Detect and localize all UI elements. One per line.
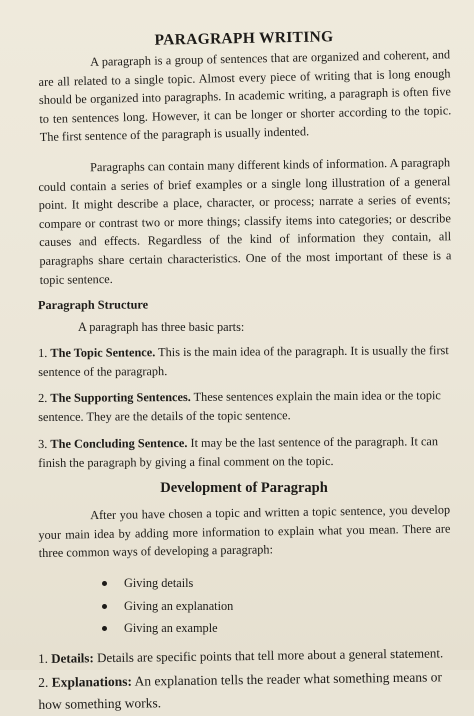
list-item bbox=[102, 617, 450, 640]
item-term: The Supporting Sentences. bbox=[50, 390, 191, 406]
bullet-icon bbox=[102, 604, 107, 609]
item-term: The Topic Sentence. bbox=[50, 345, 156, 361]
item-term: The Concluding Sentence. bbox=[50, 435, 188, 451]
bullet-text: Giving an explanation bbox=[124, 598, 234, 613]
definition-details bbox=[38, 642, 450, 670]
development-heading: Development of Paragraph bbox=[160, 479, 328, 496]
bullet-icon bbox=[102, 626, 107, 631]
intro-paragraph-2: Paragraphs can contain many different kinds of information. A paragraph could contain a series of brief examples or a single long illustration of a general point. It might describe a place, character, or process; narrate a series of events; compare or contrast two or more things; classify items into categories; or describe causes and effects. Regardless of the kind of information they contain, all paragraphs share certain characteristics. One of the most important of these is a topic sentence. bbox=[38, 155, 452, 287]
list-item bbox=[102, 595, 450, 618]
structure-item-topic bbox=[38, 341, 450, 381]
list-item bbox=[102, 572, 450, 595]
development-bullet-list bbox=[38, 572, 450, 640]
def-text: Details are specific points that tell more about a general statement. bbox=[93, 645, 444, 666]
bullet-text: Giving details bbox=[124, 576, 194, 591]
item-number: 3. bbox=[38, 436, 48, 451]
item-number: 1. bbox=[38, 346, 48, 361]
bullet-icon bbox=[102, 581, 107, 586]
structure-intro: A paragraph has three basic parts: bbox=[78, 320, 245, 335]
bullet-text: Giving an example bbox=[124, 621, 218, 636]
def-number: 2. bbox=[38, 674, 49, 690]
def-term: Details: bbox=[51, 650, 94, 666]
intro-paragraph-1: A paragraph is a group of sentences that are organized and coherent, and are all related to a single topic. Almost every piece of writing that is long enough should be organized into paragraphs. In academic writing, a paragraph is often five to ten sentences long. However, it can be longer or shorter according to the topic. The first sentence of the paragraph is usually indented. bbox=[38, 47, 452, 145]
item-text: This is the main idea of the paragraph. It is usually the first sentence of the paragraph. bbox=[38, 343, 449, 379]
item-text: It may be the last sentence of the paragraph. It can finish the paragraph by giving a final comment on the topic. bbox=[38, 433, 439, 470]
page-title: PARAGRAPH WRITING bbox=[154, 28, 334, 49]
structure-heading: Paragraph Structure bbox=[37, 297, 149, 313]
item-text: These sentences explain the main idea or the topic sentence. They are the details of the topic sentence. bbox=[38, 388, 441, 424]
def-term: Explanations: bbox=[51, 673, 133, 690]
definition-explanations bbox=[38, 666, 451, 716]
structure-item-concluding bbox=[38, 432, 450, 472]
def-number: 1. bbox=[38, 650, 49, 666]
development-paragraph: After you have chosen a topic and written a topic sentence, you develop your main idea by adding more information to explain what you mean. There are three common ways of developing a paragraph: bbox=[38, 502, 451, 560]
structure-item-supporting bbox=[38, 386, 450, 426]
item-number: 2. bbox=[38, 391, 48, 406]
def-text: An explanation tells the reader what something means or how something works. bbox=[38, 669, 443, 712]
